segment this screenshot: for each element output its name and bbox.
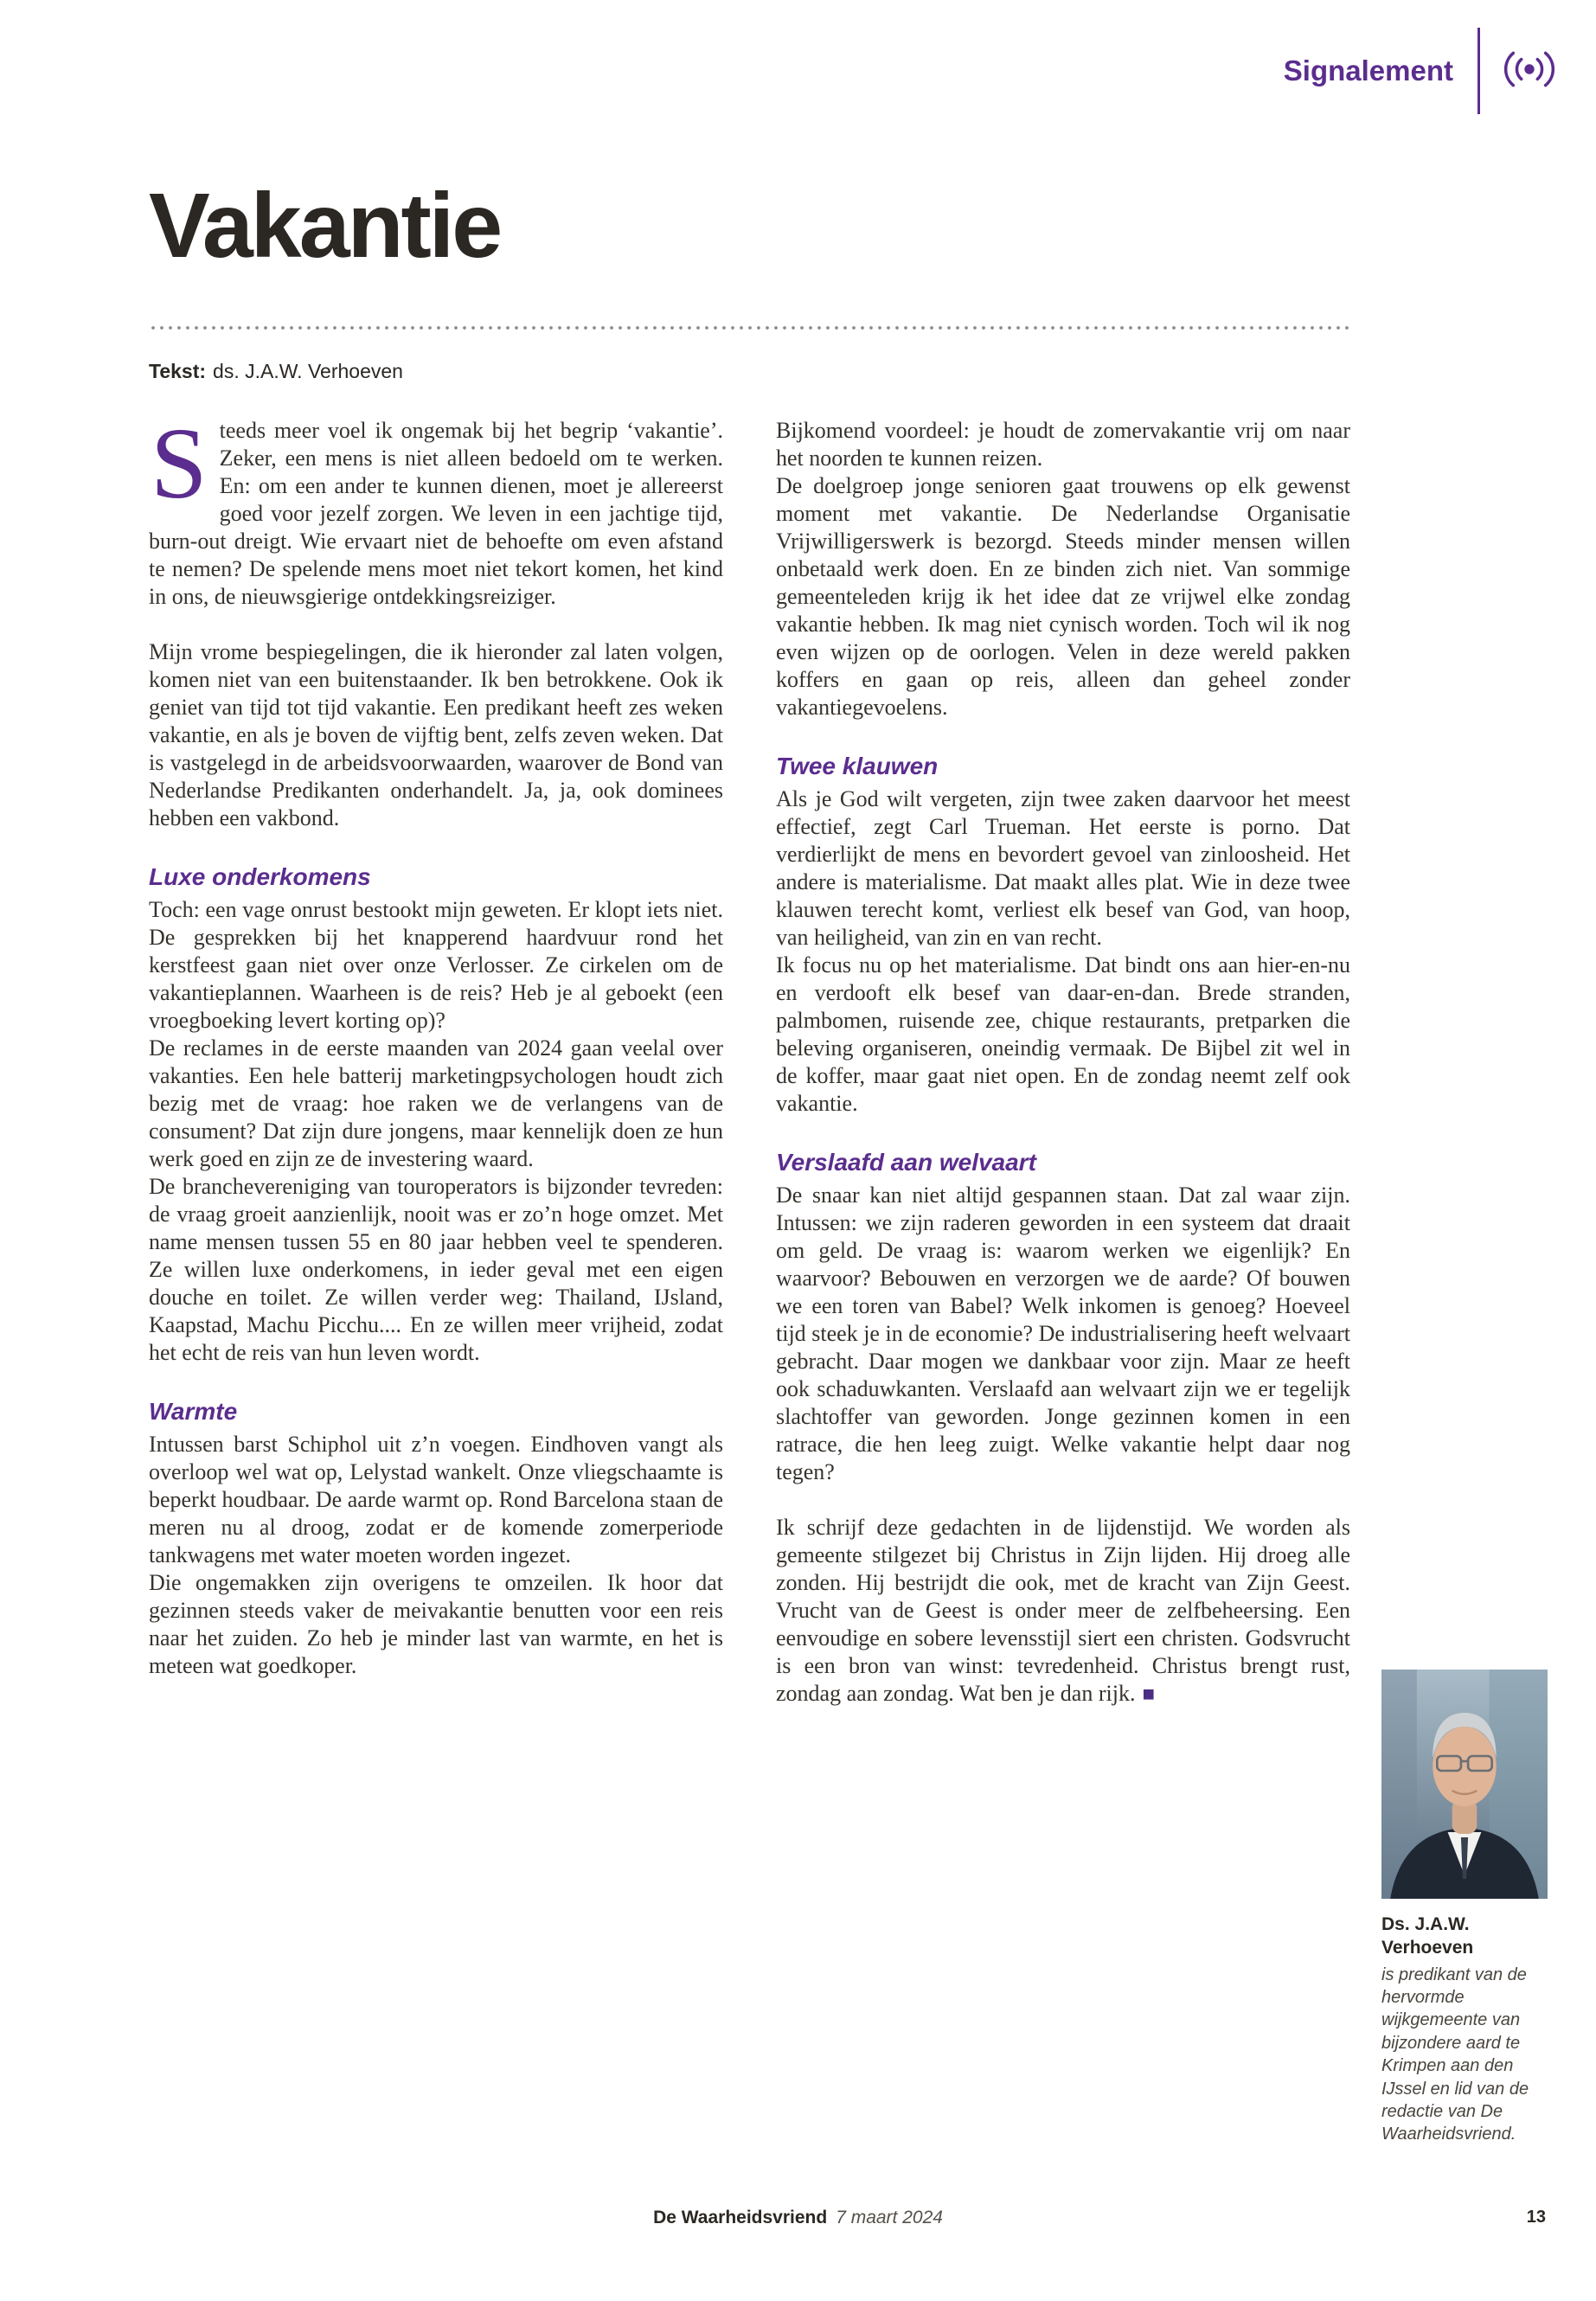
page-header (1284, 26, 1554, 116)
journal-name: De Waarheidsvriend (653, 2208, 828, 2227)
header-divider (1477, 28, 1480, 114)
article-title: Vakantie (149, 175, 501, 277)
paragraph-text: Ik schrijf deze gedachten in de lijdenstijd. We worden als gemeente stilgezet bij Christus in Zijn lijden. Hij droeg alle zonden. Hij bestrijdt die ook, met de kracht van Zijn Geest. Vrucht van de Geest is onder meer de zelfbeheersing. Een eenvoudige en sobere levensstijl siert een christen. Godsvrucht is een bron van winst: tevredenheid. Christus brengt rust, zondag aan zondag. Wat ben je dan rijk. (776, 1515, 1350, 1706)
paragraph-text: teeds meer voel ik ongemak bij het begrip ‘vakantie’. Zeker, een mens is niet alleen bedoeld om te werken. En: om een ander te kunnen dienen, moet je allereerst goed voor jezelf zorgen. We leven in een jachtige tijd, burn-out dreigt. Wie ervaart niet de behoefte om even afstand te nemen? De spelende mens moet niet tekort komen, het kind in ons, de nieuwsgierige ontdekkingsreiziger. (149, 418, 723, 609)
byline-author: ds. J.A.W. Verhoeven (213, 360, 403, 382)
article-end-mark: ■ (1142, 1682, 1155, 1706)
subheading-luxe-onderkomens: Luxe onderkomens (149, 863, 371, 890)
intro-paragraph (149, 407, 723, 611)
paragraph: De branchevereniging van touroperators is bijzonder tevreden: de vraag groeit aanzienlijk, nooit was er zo’n hoge omzet. Met name mensen tussen 55 en 80 jaar hebben veel te spenderen. Ze willen luxe onderkomens, in ieder geval met een eigen douche en toilet. Ze willen verder weg: Thailand, IJsland, Kaapstad, Machu Picchu.... En ze willen meer vrijheid, zodat het echt de reis van hun leven wordt. (149, 1174, 723, 1365)
issue-date: 7 maart 2024 (836, 2208, 943, 2227)
footer-journal-line (0, 2208, 1596, 2228)
paragraph: Mijn vrome bespiegelingen, die ik hieronder zal laten volgen, komen niet van een buitenstaander. Ik ben betrokkene. Ook ik geniet van tijd tot tijd vakantie. Een predikant heeft zes weken vakantie, en als je boven de vijftig bent, zelfs zeven weken. Dat is vastgelegd in de arbeidsvoorwaarden, waarover de Bond van Nederlandse Predikanten onderhandelt. Ja, ja, ook dominees hebben een vakbond. (149, 639, 723, 830)
paragraph: De reclames in de eerste maanden van 2024 gaan veelal over vakanties. Een hele batterij marketingpsychologen houdt zich bezig met de vraag: hoe raken we de verlangens van de consument? Dat zijn dure jongens, maar kennelijk doen ze hun werk goed en zijn ze de investering waard. (149, 1035, 723, 1171)
byline (149, 360, 403, 383)
subheading-verslaafd-aan-welvaart: Verslaafd aan welvaart (776, 1149, 1036, 1176)
drop-cap: S (151, 407, 208, 520)
paragraph: Intussen barst Schiphol uit z’n voegen. Eindhoven vangt als overloop wel wat op, Lelystad wankelt. Onze vliegschaamte is beperkt houdbaar. De aarde warmt op. Rond Barcelona staan de meren nu al droog, zodat er de komende zomerperiode tankwagens met water moeten worden ingezet. (149, 1432, 723, 1567)
paragraph: Toch: een vage onrust bestookt mijn geweten. Er klopt iets niet. De gesprekken bij het knapperend haardvuur rond het kerstfeest gaan niet over onze Verlosser. Ze cirkelen om de vakantieplannen. Waarheen is de reis? Heb je al geboekt (een vroegboeking levert korting op)? (149, 897, 723, 1033)
portrait-photo (1381, 1670, 1548, 1899)
column-1 (149, 407, 723, 1708)
paragraph: Die ongemakken zijn overigens te omzeilen. Ik hoor dat gezinnen steeds vaker de meivakantie benutten voor een reis naar het zuiden. Zo heb je minder last van warmte, en het is meteen wat goedkoper. (149, 1570, 723, 1678)
paragraph: De snaar kan niet altijd gespannen staan. Dat zal waar zijn. Intussen: we zijn raderen geworden in een systeem dat draait om geld. De vraag is: waarom werken we eigenlijk? En waarvoor? Bebouwen en verzorgen we de aarde? Of bouwen we een toren van Babel? Welk inkomen is genoeg? Hoeveel tijd steek je in de economie? De industrialisering heeft welvaart gebracht. Daar mogen we dankbaar voor zijn. Maar ze heeft ook schaduwkanten. Verslaafd aan welvaart zijn we er tegelijk slachtoffer van geworden. Jonge gezinnen komen in een ratrace, die hen leeg zuigt. Welke vakantie helpt daar nog tegen? (776, 1183, 1350, 1484)
page-number: 13 (1526, 2208, 1546, 2227)
paragraph: Als je God wilt vergeten, zijn twee zaken daarvoor het meest effectief, zegt Carl Trueman. Het eerste is porno. Dat verdierlijkt de mens en bevordert gevoel van zinloosheid. Het andere is materialisme. Dat maakt alles plat. Wie in deze twee klauwen terecht komt, verliest elk besef van God, van hoop, van heiligheid, van zin en van recht. (776, 786, 1350, 950)
subheading-twee-klauwen: Twee klauwen (776, 753, 939, 779)
article-body (149, 407, 1350, 1708)
paragraph: Bijkomend voordeel: je houdt de zomervakantie vrij om naar het noorden te kunnen reizen. (776, 418, 1350, 471)
column-2 (776, 417, 1350, 1708)
page-footer (0, 2208, 1596, 2242)
section-label: Signalement (1283, 54, 1453, 87)
paragraph: Ik focus nu op het materialisme. Dat bindt ons aan hier-en-nu en verdooft elk besef van daar-en-dan. Brede stranden, palmbomen, ruisende zee, chique restaurants, pretparken die beleving organiseren, oneindig vermaak. De Bijbel zit wel in de koffer, maar gaat niet open. En de zondag neemt zelf ook vakantie. (776, 952, 1350, 1116)
closing-paragraph (776, 1514, 1350, 1708)
brand-audio-icon (1504, 49, 1554, 93)
author-name: Ds. J.A.W. Verhoeven (1381, 1914, 1474, 1958)
paragraph: De doelgroep jonge senioren gaat trouwens op elk gewenst moment met vakantie. De Nederlandse Organisatie Vrijwilligerswerk is bezorgd. Steeds minder mensen willen onbetaald werk doen. En ze binden zich niet. Van sommige gemeenteleden krijg ik het idee dat ze vrijwel elke zondag vakantie hebben. Ik mag niet cynisch worden. Toch wil ik nog even wijzen op de oorlogen. Velen in deze wereld pakken koffers en gaan op reis, alleen dan geheel zonder vakantiegevoelens. (776, 473, 1350, 720)
author-sidebar (1381, 1670, 1548, 2146)
author-description: is predikant van de hervormde wijkgemeente van bijzondere aard te Krimpen aan den IJssel en lid van de redactie van De Waarheidsvriend. (1381, 1965, 1529, 2144)
subheading-warmte: Warmte (149, 1398, 238, 1425)
byline-label: Tekst: (149, 360, 207, 382)
dotted-divider (149, 325, 1350, 330)
